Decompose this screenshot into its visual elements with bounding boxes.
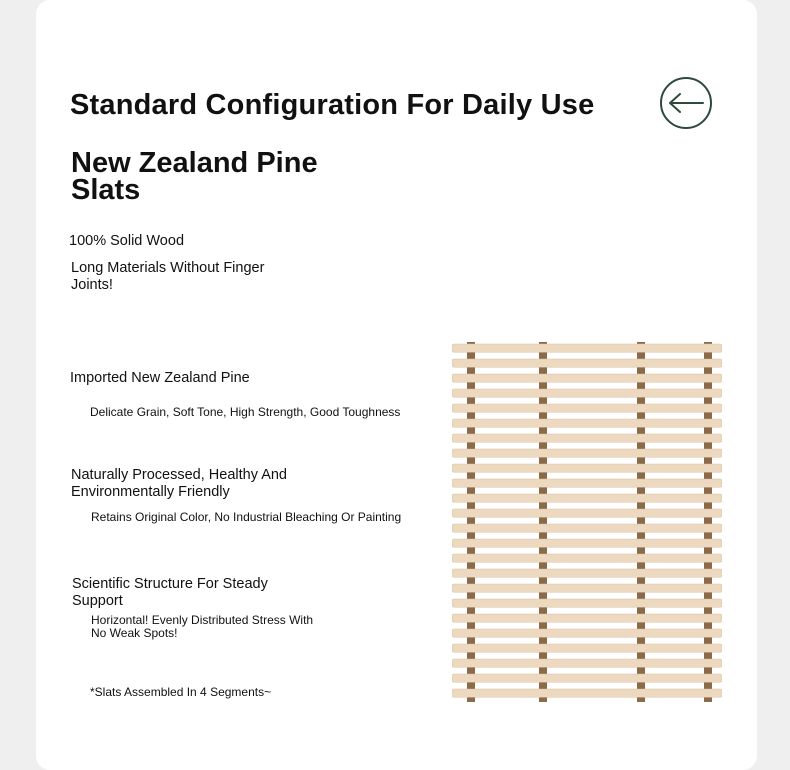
pine-slat (452, 434, 722, 442)
pine-slat (452, 674, 722, 682)
pine-slat (452, 404, 722, 412)
feature-title: Imported New Zealand Pine (70, 370, 250, 386)
back-button[interactable] (660, 77, 712, 129)
arrow-left-icon (668, 93, 704, 113)
pine-slat (452, 509, 722, 517)
feature-title: Naturally Processed, Healthy And Environmentally Friendly (71, 467, 287, 500)
assembly-note: *Slats Assembled In 4 Segments~ (90, 685, 272, 699)
pine-slat (452, 494, 722, 502)
product-subtitle: New Zealand Pine Slats (71, 147, 318, 206)
pine-slat (452, 419, 722, 427)
pine-slat (452, 689, 722, 697)
feature-title: Scientific Structure For Steady Support (72, 576, 268, 609)
pine-slat (452, 569, 722, 577)
pine-slat (452, 584, 722, 592)
pine-slat (452, 659, 722, 667)
pine-slat (452, 614, 722, 622)
pine-slat (452, 479, 722, 487)
pine-slat (452, 464, 722, 472)
pine-slat (452, 449, 722, 457)
pine-slat (452, 359, 722, 367)
pine-slat (452, 389, 722, 397)
feature-description: Horizontal! Evenly Distributed Stress With No Weak Spots! (91, 613, 314, 640)
pine-slat (452, 524, 722, 532)
pine-slat (452, 644, 722, 652)
joint-feature: Long Materials Without Finger Joints! (71, 260, 265, 293)
pine-slat (452, 599, 722, 607)
pine-slat (452, 539, 722, 547)
pine-slat (452, 344, 722, 352)
pine-slat (452, 629, 722, 637)
material-label: 100% Solid Wood (69, 233, 185, 249)
feature-description: Delicate Grain, Soft Tone, High Strength, Good Toughness (90, 405, 401, 419)
page-title: Standard Configuration For Daily Use (70, 89, 595, 121)
feature-description: Retains Original Color, No Industrial Bleaching Or Painting (91, 510, 402, 524)
pine-slat (452, 374, 722, 382)
pine-slat (452, 554, 722, 562)
pine-slats-image (452, 342, 722, 702)
